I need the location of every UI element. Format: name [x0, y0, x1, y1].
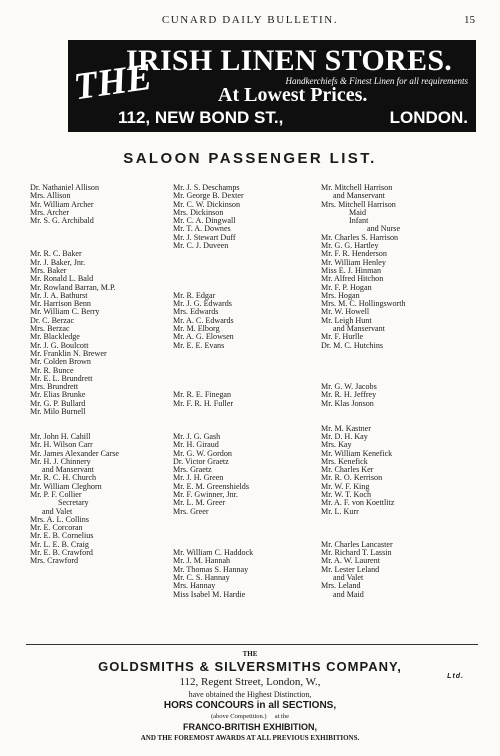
- passenger-entry: Mr. Charles Ker: [321, 465, 374, 475]
- passenger-entry: Miss E. J. Hinman: [321, 265, 382, 275]
- ad-street: 112, NEW BOND ST.,: [118, 108, 284, 127]
- passenger-entry: Mr. F. R. Henderson: [321, 249, 387, 259]
- passenger-entry: Mr. M. Elborg: [173, 324, 220, 334]
- passenger-entry: Mr. Harrison Benn: [30, 299, 91, 309]
- passenger-entry: Mr. E. M. Greenshields: [173, 481, 249, 491]
- passenger-entry: Mrs. Hogan: [321, 290, 360, 300]
- spacer: [173, 408, 321, 416]
- passenger-entry: and Maid: [333, 589, 364, 599]
- spacer: [30, 234, 178, 242]
- spacer: [321, 524, 469, 532]
- passenger-entry: Mr. Charles S. Harrison: [321, 232, 399, 242]
- passenger-entry: Mr. William C. Haddock: [173, 548, 254, 558]
- spacer: [321, 408, 469, 416]
- spacer: [173, 350, 321, 358]
- ad-city: LONDON.: [389, 108, 468, 127]
- passenger-entry: Mr. Richard T. Lassin: [321, 548, 392, 558]
- passenger-entry: Mr. John H. Cahill: [30, 431, 91, 441]
- passenger-entry: Mrs. Graetz: [173, 465, 212, 475]
- ad-price-line: At Lowest Prices.: [218, 84, 368, 106]
- passenger-entry: Mr. J. M. Hannah: [173, 556, 231, 566]
- passenger-entry: Dr. Victor Graetz: [173, 456, 229, 466]
- spacer: [173, 267, 321, 275]
- passenger-entry: Mr. William Henley: [321, 257, 386, 267]
- passenger-column-2: [173, 184, 321, 599]
- passenger-entry: Mrs. Dickinson: [173, 207, 224, 217]
- passenger-entry: Mr. J. G. Gash: [173, 431, 221, 441]
- spacer: [173, 259, 321, 267]
- passenger-entry: Mr. Milo Burnell: [30, 407, 86, 417]
- passenger-entry: Mr. Klas Jonson: [321, 398, 374, 408]
- passenger-entry: Mr. T. A. Downes: [173, 224, 231, 234]
- passenger-entry: Mr. F. Gwinner, Jnr.: [173, 489, 238, 499]
- distinction-line: have obtained the Highest Distinction,: [188, 690, 312, 699]
- passenger-entry: Mrs. Leland: [321, 581, 361, 591]
- ad-the-small: THE: [242, 650, 258, 658]
- passenger-entry: Mr. Thomas S. Hannay: [173, 564, 249, 574]
- spacer: [173, 416, 321, 424]
- passenger-entry: Mr. Charles Lancaster: [321, 539, 393, 549]
- company-ltd: Ltd.: [447, 673, 464, 680]
- spacer: [321, 350, 469, 358]
- passenger-entry: Mr. J. G. Edwards: [173, 299, 232, 309]
- passenger-entry: Mr. M. Kastner: [321, 423, 371, 433]
- passenger-entry: Mr. Franklin N. Brewer: [30, 348, 107, 358]
- company-name-text: GOLDSMITHS & SILVERSMITHS COMPANY,: [98, 659, 402, 674]
- passenger-entry: Mr. J. A. Bathurst: [30, 290, 88, 300]
- spacer: [30, 416, 178, 424]
- passenger-entry: Mrs. Kay: [321, 440, 352, 450]
- passenger-entry: Mr. W. F. King: [321, 481, 370, 491]
- passenger-entry: Mr. A. W. Laurent: [321, 556, 380, 566]
- passenger-entry: Infant: [349, 216, 369, 226]
- passenger-entry: Mr. C. A. Dingwall: [173, 216, 236, 226]
- spacer: [173, 532, 321, 540]
- at-the-text: at the: [274, 713, 289, 720]
- passenger-entry: Dr. M. C. Hutchins: [321, 340, 384, 350]
- passenger-entry: Mr. A. C. Edwards: [173, 315, 234, 325]
- passenger-entry: Mr. H. Wilson Carr: [30, 440, 93, 450]
- spacer: [30, 225, 178, 233]
- passenger-entry: Mr. James Alexander Carse: [30, 448, 120, 458]
- passenger-entry: Mr. R. E. Finegan: [173, 390, 232, 400]
- passenger-entry: Mr. W. Howell: [321, 307, 370, 317]
- passenger-entry: Mrs. Archer: [30, 207, 70, 217]
- passenger-entry: Mr. G. W. Jacobs: [321, 382, 377, 392]
- passenger-entry: Mr. F. Hurlle: [321, 332, 364, 342]
- passenger-entry: Mrs. Greer: [173, 506, 209, 516]
- passenger-entry: Mr. G. W. Gordon: [173, 448, 232, 458]
- passenger-list-title: SALOON PASSENGER LIST.: [123, 150, 377, 167]
- goldsmiths-advertisement: [0, 650, 500, 744]
- spacer: [173, 367, 321, 375]
- spacer: [173, 275, 321, 283]
- spacer: [173, 358, 321, 366]
- passenger-entry: Mr. G. P. Bullard: [30, 398, 86, 408]
- passenger-entry: Mr. C. W. Dickinson: [173, 199, 241, 209]
- passenger-entry: Mr. William C. Berry: [30, 307, 100, 317]
- spacer: [173, 516, 321, 524]
- passenger-entry: Miss Isabel M. Hardie: [173, 589, 246, 599]
- passenger-entry: Mr. R. O. Kerrison: [321, 473, 383, 483]
- passenger-entry: Dr. C. Berzac: [30, 315, 75, 325]
- passenger-entry: Mr. William Cleghorn: [30, 481, 102, 491]
- spacer: [173, 524, 321, 532]
- passenger-entry: Mr. J. Stewart Duff: [173, 232, 236, 242]
- passenger-entry: Mr. William Archer: [30, 199, 94, 209]
- ad-address-line: [118, 107, 468, 129]
- passenger-entry: and Valet: [333, 572, 364, 582]
- ad-tagline: Handkerchiefs & Finest Linen for all requirements: [285, 76, 468, 86]
- passenger-entry: and Manservant: [42, 465, 94, 475]
- passenger-entry: Mr. Elias Brunke: [30, 390, 86, 400]
- passenger-entry: Mr. W. T. Koch: [321, 489, 372, 499]
- passenger-entry: Mr. J. H. Green: [173, 473, 224, 483]
- passenger-entry: and Nurse: [367, 224, 401, 234]
- passenger-entry: Mrs. A. L. Collins: [30, 514, 89, 524]
- spacer: [321, 358, 469, 366]
- passenger-entry: Mr. E. E. Evans: [173, 340, 225, 350]
- passenger-entry: Mrs. Brundrett: [30, 382, 79, 392]
- above-competition-text: (above Competition.): [211, 713, 267, 720]
- passenger-entry: Mrs. Hannay: [173, 581, 216, 591]
- ad-store-name: IRISH LINEN STORES.: [126, 44, 453, 77]
- company-address: 112, Regent Street, London, W.,: [179, 676, 321, 688]
- passenger-entry: Mr. C. J. Duveen: [173, 241, 229, 251]
- passenger-entry: and Valet: [42, 506, 73, 516]
- passenger-entry: Mrs. Baker: [30, 265, 67, 275]
- passenger-entry: Mr. J. Baker, Jnr.: [30, 257, 86, 267]
- passenger-entry: and Manservant: [333, 324, 385, 334]
- passenger-entry: Mr. Mitchell Harrison: [321, 183, 393, 192]
- passenger-entry: Mr. L. M. Greer: [173, 498, 226, 508]
- passenger-entry: Mr. L. E. B. Craig: [30, 539, 89, 549]
- ad-the-word: THE: [71, 55, 155, 109]
- passenger-entry: Mr. Lester Leland: [321, 564, 380, 574]
- spacer: [173, 250, 321, 258]
- passenger-entry: Mr. R. Bunce: [30, 365, 74, 375]
- bulletin-header: [0, 14, 500, 30]
- passenger-entry: Mr. H. J. Chinnery: [30, 456, 91, 466]
- passenger-entry: Mr. A. F. von Koettlitz: [321, 498, 395, 508]
- passenger-entry: Mrs. Kenefick: [321, 456, 368, 466]
- passenger-entry: Mrs. Berzac: [30, 324, 70, 334]
- passenger-entry: Mr. Ronald L. Bald: [30, 274, 94, 284]
- passenger-entry: Mrs. Edwards: [173, 307, 219, 317]
- passenger-entry: Mrs. Allison: [30, 191, 71, 201]
- above-competition-line: [0, 712, 500, 722]
- passenger-entry: Mr. E. B. Crawford: [30, 548, 93, 558]
- passenger-entry: Mr. P. F. Collier: [30, 489, 82, 499]
- bulletin-title: CUNARD DAILY BULLETIN.: [161, 14, 339, 26]
- passenger-column-3: [321, 184, 469, 599]
- passenger-entry: Mr. R. H. Jeffrey: [321, 390, 377, 400]
- awards-line: AND THE FOREMOST AWARDS AT ALL PREVIOUS EXHIBITIONS.: [140, 734, 360, 742]
- passenger-entry: Mr. C. S. Hannay: [173, 572, 230, 582]
- ad-company-name: [0, 659, 500, 680]
- passenger-entry: Mr. E. Corcoran: [30, 523, 83, 533]
- passenger-entry: and Manservant: [333, 191, 385, 201]
- passenger-entry: Mr. Colden Brown: [30, 357, 91, 367]
- passenger-entry: Mr. F. R. H. Fuller: [173, 398, 234, 408]
- passenger-entry: Mr. D. H. Kay: [321, 431, 368, 441]
- spacer: [321, 367, 469, 375]
- passenger-entry: Mr. Rowland Barran, M.P.: [30, 282, 116, 292]
- passenger-entry: Mrs. Mitchell Harrison: [321, 199, 396, 209]
- passenger-entry: Maid: [349, 207, 367, 217]
- passenger-entry: Mr. Blackledge: [30, 332, 80, 342]
- passenger-entry: Mr. J. G. Boulcott: [30, 340, 89, 350]
- passenger-entry: Mr. L. Kurr: [321, 506, 359, 516]
- passenger-entry: Mr. Leigh Hunt: [321, 315, 372, 325]
- hors-concours-line: HORS CONCOURS in all SECTIONS,: [163, 700, 337, 711]
- passenger-column-1: [30, 184, 178, 566]
- passenger-entry: Mr. H. Giraud: [173, 440, 219, 450]
- passenger-entry: Mr. S. G. Archibald: [30, 216, 94, 226]
- passenger-entry: Dr. Nathaniel Allison: [30, 183, 100, 192]
- passenger-entry: Mr. A. G. Elowsen: [173, 332, 234, 342]
- passenger-entry: Mr. J. S. Deschamps: [173, 183, 240, 192]
- irish-linen-advertisement: [68, 40, 476, 132]
- passenger-entry: Mr. William Kenefick: [321, 448, 393, 458]
- divider-rule: [26, 644, 478, 645]
- page-number: 15: [464, 14, 475, 26]
- passenger-entry: Mr. George B. Dexter: [173, 191, 244, 201]
- passenger-entry: Mr. E. B. Cornelius: [30, 531, 94, 541]
- passenger-entry: Mrs. M. C. Hollingsworth: [321, 299, 406, 309]
- passenger-entry: Secretary: [58, 498, 89, 508]
- spacer: [321, 516, 469, 524]
- passenger-entry: Mr. E. L. Brundrett: [30, 373, 93, 383]
- passenger-entry: Mr. R. Edgar: [173, 290, 216, 300]
- exhibition-line: FRANCO-BRITISH EXHIBITION,: [183, 722, 317, 732]
- passenger-entry: Mr. Alfred Hitchon: [321, 274, 384, 284]
- passenger-entry: Mr. G. G. Hartley: [321, 241, 379, 251]
- spacer: [173, 375, 321, 383]
- passenger-entry: Mr. R. C. H. Church: [30, 473, 97, 483]
- passenger-entry: Mrs. Crawford: [30, 556, 79, 566]
- passenger-entry: Mr. F. P. Hogan: [321, 282, 372, 292]
- passenger-entry: Mr. R. C. Baker: [30, 249, 82, 259]
